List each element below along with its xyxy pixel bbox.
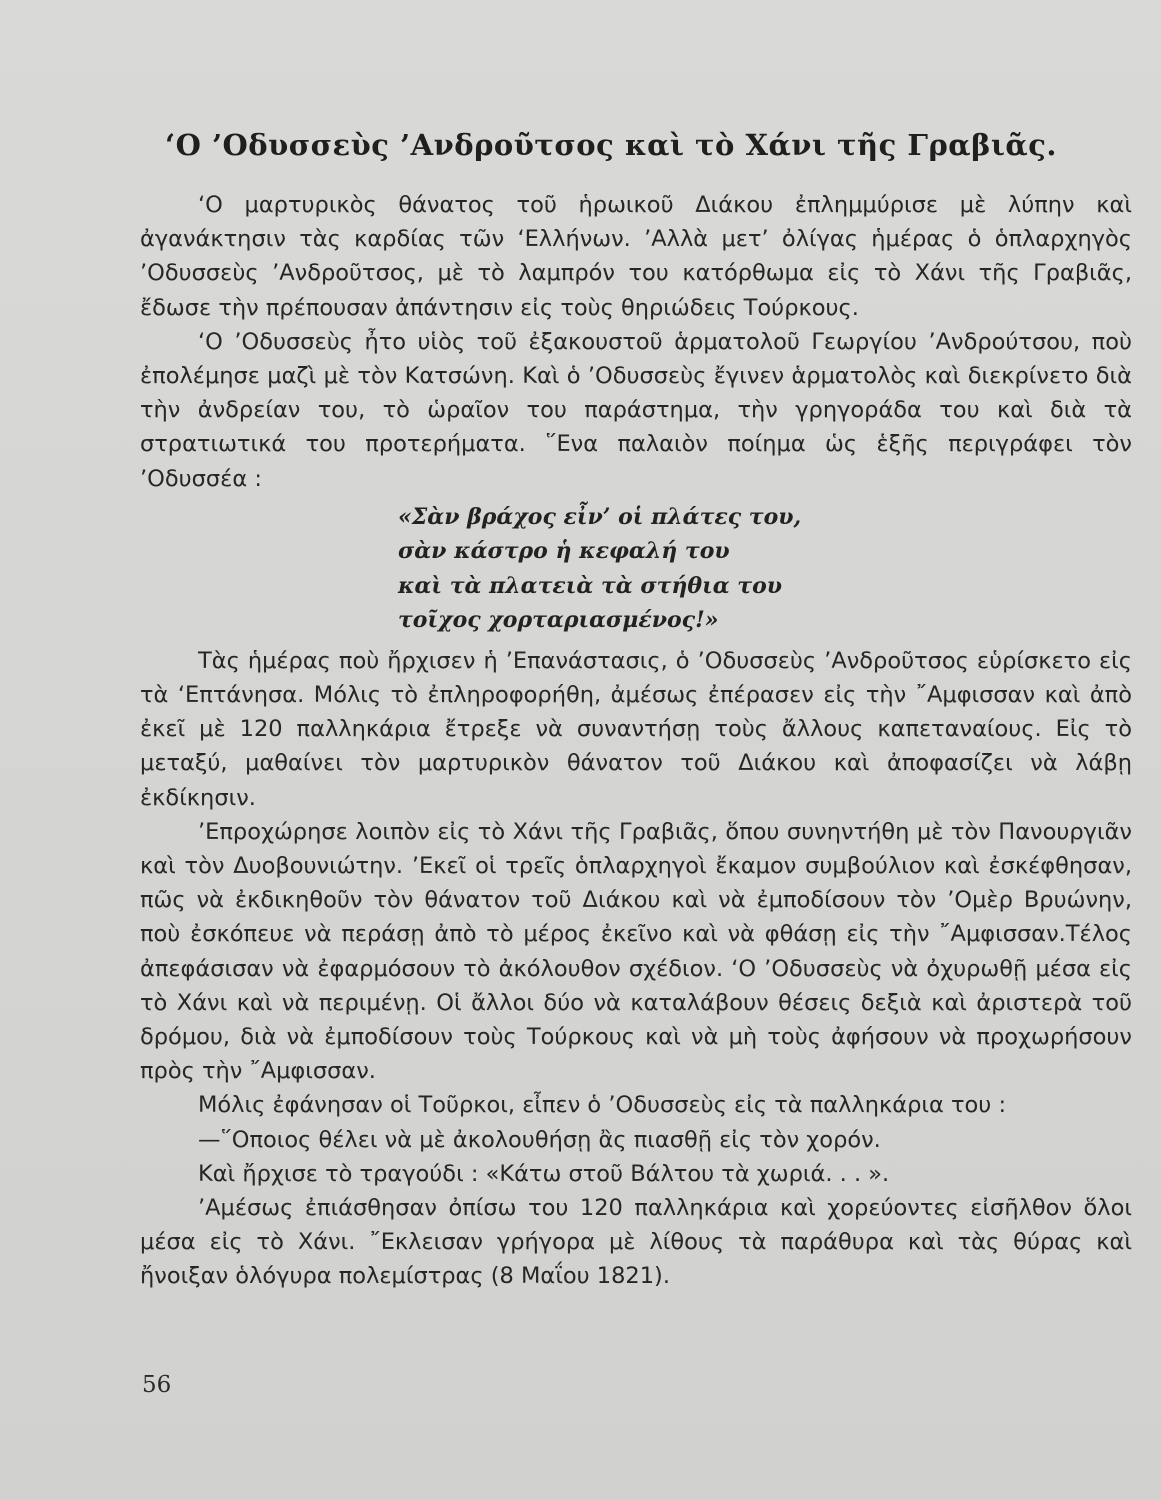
paragraph-6: Καὶ ἤρχισε τὸ τραγούδι : «Κάτω στοῦ Βάλτου τὰ χωριά. . . ». bbox=[198, 1160, 890, 1187]
poem-line-3: καὶ τὰ πλατειὰ τὰ στήθια του bbox=[398, 572, 783, 599]
paragraph-3: Τὰς ἡμέρας ποὺ ἤρχισεν ἡ ’Επανάστασις, ὁ ’Οδυσσεὺς ’Ανδροῦτσος εὑρίσκετο εἰς τὰ ‘Επτάνησα. Μόλις τὸ ἐπληροφορήθη, ἀμέσως ἐπέρασεν εἰς τὴν ῎Αμφισσαν καὶ ἀπὸ ἐκεῖ μὲ 120 παλληκάρια ἔτρεξε νὰ συναντήσῃ τοὺς ἄλλους καπεταναίους. Εἰς τὸ μεταξύ, μαθαίνει τὸν μαρτυρικὸν θάνατον τοῦ Διάκου καὶ ἀποφασίζει νὰ λάβῃ ἐκδίκησιν. bbox=[140, 647, 1132, 811]
chapter-title: ‘Ο ’Οδυσσεὺς ’Ανδροῦτσος καὶ τὸ Χάνι τῆς Γραβιᾶς. bbox=[165, 128, 1057, 162]
paragraph-7: ’Αμέσως ἐπιάσθησαν ὀπίσω του 120 παλληκάρια καὶ χορεύοντες εἰσῆλθον ὅλοι μέσα εἰς τὸ Χάνι. ῎Εκλεισαν γρήγορα μὲ λίθους τὰ παράθυρα καὶ τὰς θύρας καὶ ἤνοιξαν ὁλόγυρα πολεμίστρας (8 Μαΐου 1821). bbox=[140, 1195, 1132, 1290]
paragraph-4: ’Επροχώρησε λοιπὸν εἰς τὸ Χάνι τῆς Γραβιᾶς, ὅπου συνηντήθη μὲ τὸν Πανουργιᾶν καὶ τὸν Δυοβουνιώτην. ’Εκεῖ οἱ τρεῖς ὁπλαρχηγοὶ ἔκαμον συμβούλιον καὶ ἐσκέφθησαν, πῶς νὰ ἐκδικηθοῦν τὸν θάνατον τοῦ Διάκου καὶ νὰ ἐμποδίσουν τὸν ’Ομὲρ Βρυώνην, ποὺ ἐσκόπευε νὰ περάσῃ ἀπὸ τὸ μέρος ἐκεῖνο καὶ νὰ φθάσῃ εἰς τὴν ῎Αμφισσαν.Τέλος ἀπεφάσισαν νὰ ἐφαρμόσουν τὸ ἀκόλουθον σχέδιον. ‘Ο ’Οδυσσεὺς νὰ ὀχυρωθῇ μέσα εἰς τὸ Χάνι καὶ νὰ περιμένῃ. Οἱ ἄλλοι δύο νὰ καταλάβουν θέσεις δεξιὰ καὶ ἀριστερὰ τοῦ δρόμου, διὰ νὰ ἐμποδίσουν τοὺς Τούρκους καὶ νὰ μὴ τοὺς ἀφήσουν νὰ προχωρήσουν πρὸς τὴν ῎Αμφισσαν. bbox=[140, 818, 1132, 1085]
body-text bbox=[140, 188, 1132, 1294]
paragraph-2: ‘Ο ’Οδυσσεὺς ἦτο υἱὸς τοῦ ἐξακουστοῦ ἁρματολοῦ Γεωργίου ’Ανδρούτσου, ποὺ ἐπολέμησε μαζὶ μὲ τὸν Κατσώνη. Καὶ ὁ ’Οδυσσεὺς ἔγινεν ἁρματολὸς καὶ διεκρίνετο διὰ τὴν ἀνδρείαν του, τὸ ὡραῖον του παράστημα, τὴν γρηγοράδα του καὶ διὰ τὰ στρατιωτικά του προτερήματα. ῞Ενα παλαιὸν ποίημα ὡς ἑξῆς περιγράφει τὸν ’Οδυσσέα : bbox=[140, 328, 1132, 492]
poem-line-2: σὰν κάστρο ἡ κεφαλή του bbox=[398, 538, 730, 565]
poem bbox=[140, 500, 1132, 638]
paragraph-5: Μόλις ἐφάνησαν οἱ Τοῦρκοι, εἶπεν ὁ ’Οδυσσεὺς εἰς τὰ παλληκάρια του : bbox=[198, 1092, 1007, 1119]
dialogue-line: —῞Οποιος θέλει νὰ μὲ ἀκολουθήσῃ ἂς πιασθῇ εἰς τὸν χορόν. bbox=[198, 1126, 881, 1153]
paragraph-1: ‘Ο μαρτυρικὸς θάνατος τοῦ ἡρωικοῦ Διάκου ἐπλημμύρισε μὲ λύπην καὶ ἀγανάκτησιν τὰς καρδίας τῶν ‘Ελλήνων. ’Αλλὰ μετ’ ὀλίγας ἡμέρας ὁ ὁπλαρχηγὸς ’Οδυσσεὺς ’Ανδροῦτσος, μὲ τὸ λαμπρόν του κατόρθωμα εἰς τὸ Χάνι τῆς Γραβιᾶς, ἔδωσε τὴν πρέπουσαν ἀπάντησιν εἰς τοὺς θηριώδεις Τούρκους. bbox=[140, 192, 1132, 321]
page-number: 56 bbox=[142, 1372, 172, 1398]
poem-line-4: τοῖχος χορταριασμένος!» bbox=[398, 607, 719, 634]
poem-line-1: «Σὰν βράχος εἶν’ οἱ πλάτες του, bbox=[398, 503, 802, 530]
